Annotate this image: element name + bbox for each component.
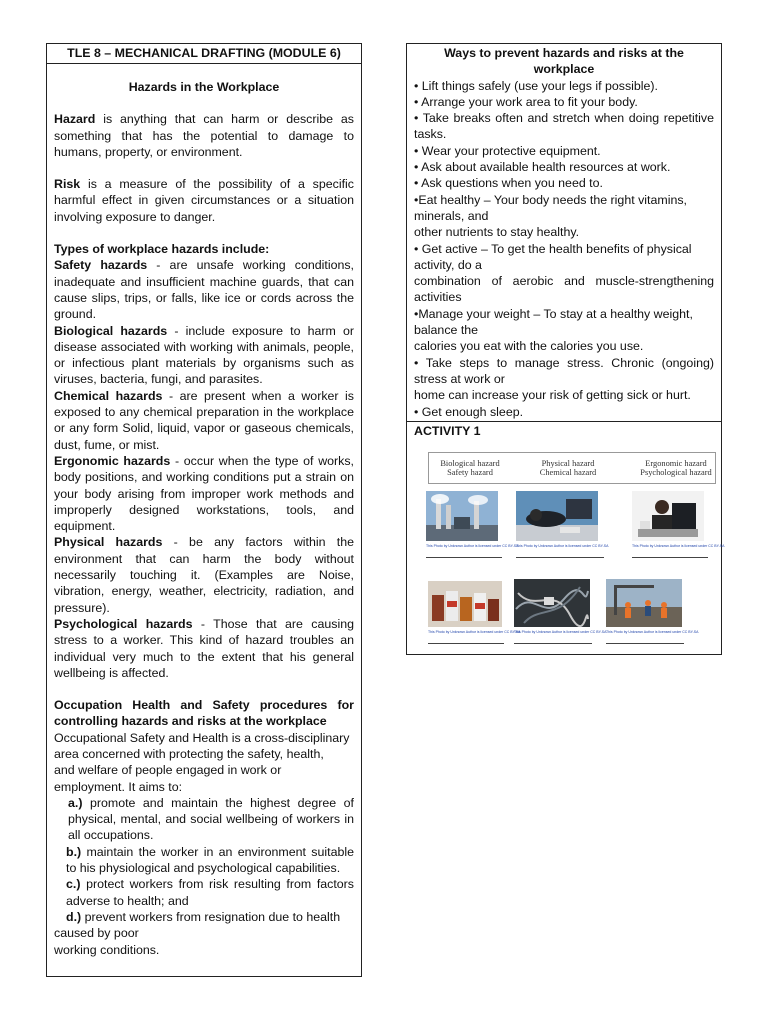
stressed-worker-photo (632, 491, 704, 541)
hazard-type-term: Chemical hazards (54, 388, 163, 403)
aim-label: d.) (66, 909, 82, 924)
aim-d-line: working conditions. (54, 942, 160, 957)
answer-line (428, 643, 504, 644)
tired-worker-photo (516, 491, 598, 541)
ohs-line: Occupational Safety and Health is a cross-disciplinary (54, 730, 350, 745)
ways-bullet: •Manage your weight – To stay at a healthy weight, balance the (414, 306, 693, 338)
hazard-type-def: - occur when the type of works, body positions, and working conditions put a strain on your body arising from improper work methods and improperly designed workstations, tools, and equipment. (54, 453, 355, 534)
construction-site-photo (606, 579, 682, 627)
hazard-type-ergonomic (54, 453, 354, 534)
ways-heading: Ways to prevent hazards and risks at the workplace (444, 46, 684, 77)
ways-bullet: • Lift things safely (use your legs if possible). (414, 78, 659, 93)
aim-label: c.) (66, 877, 81, 892)
risk-term: Risk (54, 177, 81, 192)
label-col-1 (435, 459, 505, 477)
ways-bullet: • Take steps to manage stress. Chronic (ongoing) stress at work or (414, 355, 714, 386)
photo-caption: This Photo by Unknown Author is licensed under CC BY-SA (514, 630, 607, 635)
hazard-type-def: - be any factors within the environment that can harm the body without necessarily touching it. (Examples are Noise, vibration, energy, weather, electricity, radiation, and pressure). (54, 535, 354, 615)
ways-bullet: • Ask questions when you need to. (414, 176, 603, 191)
label-text: Physical hazard (541, 459, 595, 469)
ohs-heading: Occupation Health and Safety procedures for controlling hazards and risks at the workplace (54, 698, 354, 729)
aim-text: promote and maintain the highest degree of physical, mental, and social wellbeing of workers in all occupations. (68, 795, 354, 843)
hazard-type-term: Physical hazards (54, 535, 163, 550)
answer-line (514, 643, 592, 644)
ways-bullet: • Arrange your work area to fit your body. (414, 94, 638, 109)
ohs-line: and welfare of people engaged in work or (54, 763, 282, 778)
hazard-definition (54, 111, 354, 160)
hazard-type-physical (54, 534, 354, 615)
risk-def: is a measure of the possibility of a specific harmful effect in given circumstances or a situation involving exposure to danger. (54, 177, 354, 224)
label-text: Ergonomic hazard (645, 459, 707, 469)
photo-caption: This Photo by Unknown Author is licensed under CC BY-SA (606, 630, 699, 635)
module-header: TLE 8 – MECHANICAL DRAFTING (MODULE 6) (47, 44, 361, 64)
ways-bullet: • Get enough sleep. (414, 404, 524, 419)
activity-title: ACTIVITY 1 (414, 424, 481, 438)
ways-bullet-cont: calories you eat with the calories you use. (414, 339, 644, 354)
photo-caption: This Photo by Unknown Author is licensed under CC BY-SA (516, 544, 609, 549)
ways-bullet-cont: other nutrients to stay healthy. (414, 225, 580, 240)
hazard-type-psychological (54, 616, 354, 681)
hazard-term: Hazard (54, 112, 96, 127)
ways-bullet: • Ask about available health resources at work. (414, 160, 671, 175)
answer-line (606, 643, 684, 644)
aim-label: a.) (68, 795, 83, 810)
ohs-line: area concerned with protecting the safety, health, (54, 746, 324, 761)
aim-b (54, 844, 354, 877)
label-col-2 (533, 459, 603, 477)
hazard-type-biological (54, 323, 354, 388)
answer-line (632, 557, 708, 558)
left-column (46, 43, 362, 977)
hazard-type-def: - Those that are causing stress to a worker. This kind of hazard troubles an individual very much to the extent that his general wellbeing is affected. (54, 616, 355, 680)
aim-text: maintain the worker in an environment suitable to his physiological and psychological capabilities. (66, 844, 354, 876)
risk-definition (54, 176, 354, 225)
hazard-type-def: - include exposure to harm or disease associated with working with animals, people, or infectious plant materials by organisms such as viruses, bacteria, fungi, and parasites. (54, 323, 354, 387)
photo-caption: This Photo by Unknown Author is licensed under CC BY-SA (426, 544, 519, 549)
aim-text: protect workers from risk resulting from factors adverse to health; and (66, 877, 354, 908)
ways-bullet: • Get active – To get the health benefits of physical activity, do a (414, 241, 692, 272)
ways-bullet: • Wear your protective equipment. (414, 143, 601, 158)
hazard-def: is anything that can harm or describe as something that has the potential to damage to humans, property, or environment. (54, 112, 354, 159)
hazard-type-term: Safety hazards (54, 258, 148, 273)
label-text: Safety hazard (447, 468, 493, 478)
answer-line (516, 557, 604, 558)
label-col-3 (639, 459, 713, 477)
activity-figure (414, 449, 725, 664)
ways-bullet-cont: combination of aerobic and muscle-strengthening activities (414, 274, 714, 305)
hazard-type-term: Ergonomic hazards (54, 453, 171, 468)
electric-cords-photo (514, 579, 590, 627)
aim-a (54, 795, 354, 844)
right-column (406, 43, 725, 655)
photo-caption: This Photo by Unknown Author is licensed under CC BY-SA (632, 544, 725, 549)
aim-text: prevent workers from resignation due to health (81, 909, 341, 924)
hazard-type-term: Psychological hazards (54, 616, 193, 631)
factory-photo (426, 491, 498, 541)
hazard-type-def: - are present when a worker is exposed to any chemical preparation in the workplace or any form Solid, liquid, vapor or gaseous chemicals, dust, fume, or mist. (54, 388, 354, 452)
hazard-type-safety (54, 257, 354, 322)
aim-c (54, 876, 354, 909)
section-title: Hazards in the Workplace (128, 80, 280, 94)
hazard-label-box (428, 452, 716, 484)
ohs-line: employment. It aims to: (54, 779, 183, 794)
ways-bullet: • Take breaks often and stretch when doing repetitive tasks. (414, 111, 714, 142)
label-text: Chemical hazard (539, 468, 597, 478)
ways-section (407, 44, 721, 421)
label-text: Biological hazard (440, 459, 500, 469)
photo-caption: This Photo by Unknown Author is licensed under CC BY-SA (428, 630, 521, 635)
types-heading: Types of workplace hazards include: (54, 242, 270, 257)
ways-bullet-cont: home can increase your risk of getting sick or hurt. (414, 388, 691, 403)
hazard-type-def: - are unsafe working conditions, inadequate and insufficient machine guards, that can cause slips, trips, or falls, like ice or cords across the ground. (54, 258, 354, 322)
label-text: Psychological hazard (640, 468, 712, 478)
aim-label: b.) (66, 844, 82, 859)
hazard-type-term: Biological hazards (54, 323, 168, 338)
ways-bullet: •Eat healthy – Your body needs the right vitamins, minerals, and (414, 192, 687, 223)
chemical-bottles-photo (428, 581, 502, 627)
answer-line (426, 557, 502, 558)
aim-d (54, 909, 354, 925)
aim-d-line: caused by poor (54, 926, 139, 941)
activity-section (407, 422, 725, 664)
hazard-type-chemical (54, 388, 354, 453)
